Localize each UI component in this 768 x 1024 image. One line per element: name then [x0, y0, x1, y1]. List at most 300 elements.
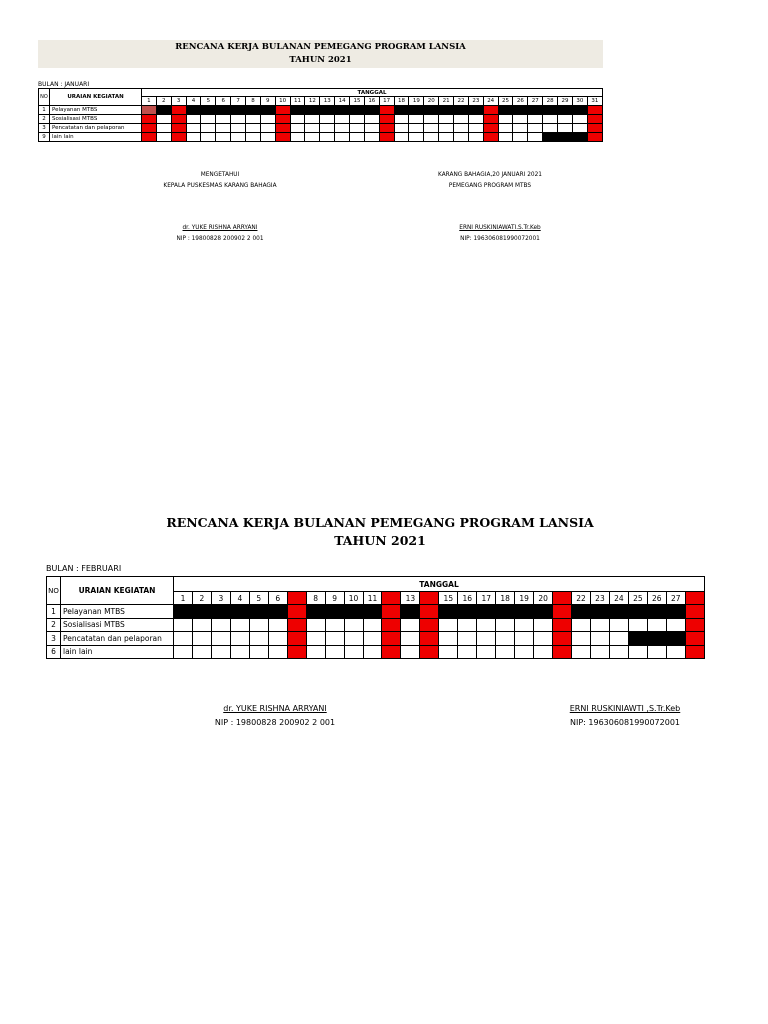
schedule-cell: [379, 115, 394, 124]
schedule-cell: [287, 632, 306, 646]
schedule-cell: [420, 605, 439, 619]
schedule-cell: [394, 124, 409, 133]
schedule-cell: [305, 133, 320, 142]
schedule-cell: [628, 618, 647, 632]
schedule-cell: [306, 605, 325, 619]
schedule-cell: [468, 115, 483, 124]
day-header-6: 6: [216, 97, 231, 106]
schedule-cell: [572, 618, 591, 632]
row-no: 2: [47, 618, 61, 632]
schedule-cell: [350, 133, 365, 142]
schedule-cell: [201, 133, 216, 142]
schedule-cell: [290, 133, 305, 142]
schedule-cell: [382, 605, 401, 619]
schedule-cell: [528, 133, 543, 142]
schedule-cell: [468, 106, 483, 115]
january-sign-right-line1: KARANG BAHAGIA,20 JANUARI 2021: [438, 172, 542, 178]
day-header-9: 9: [260, 97, 275, 106]
schedule-cell: [534, 632, 553, 646]
row-activity: Sosialisasi MTBS: [50, 115, 142, 124]
schedule-cell: [572, 133, 587, 142]
schedule-cell: [628, 605, 647, 619]
table-row: [39, 115, 603, 124]
day-header-14: 14: [420, 592, 439, 605]
schedule-cell: [458, 632, 477, 646]
schedule-cell: [458, 605, 477, 619]
schedule-cell: [171, 115, 186, 124]
schedule-cell: [211, 645, 230, 659]
row-activity: Pelayanan MTBS: [61, 605, 174, 619]
schedule-cell: [553, 605, 572, 619]
row-no: 3: [47, 632, 61, 646]
schedule-cell: [558, 133, 573, 142]
schedule-cell: [156, 106, 171, 115]
schedule-cell: [454, 133, 469, 142]
schedule-cell: [350, 106, 365, 115]
schedule-cell: [192, 645, 211, 659]
schedule-cell: [572, 645, 591, 659]
schedule-cell: [275, 115, 290, 124]
schedule-cell: [171, 124, 186, 133]
schedule-cell: [275, 124, 290, 133]
schedule-cell: [647, 632, 666, 646]
day-header-25: 25: [628, 592, 647, 605]
schedule-cell: [379, 133, 394, 142]
schedule-cell: [401, 632, 420, 646]
schedule-cell: [454, 124, 469, 133]
schedule-cell: [543, 124, 558, 133]
schedule-cell: [685, 605, 704, 619]
schedule-cell: [628, 632, 647, 646]
schedule-cell: [587, 115, 602, 124]
schedule-cell: [553, 618, 572, 632]
schedule-cell: [394, 106, 409, 115]
row-no: 1: [39, 106, 50, 115]
schedule-cell: [306, 645, 325, 659]
day-header-18: 18: [496, 592, 515, 605]
schedule-cell: [290, 106, 305, 115]
schedule-cell: [216, 106, 231, 115]
day-header-22: 22: [454, 97, 469, 106]
schedule-cell: [685, 632, 704, 646]
february-sign-right-block: [520, 702, 730, 730]
schedule-cell: [249, 645, 268, 659]
schedule-cell: [249, 618, 268, 632]
row-no: 9: [39, 133, 50, 142]
schedule-cell: [230, 605, 249, 619]
schedule-cell: [379, 124, 394, 133]
row-activity: lain lain: [50, 133, 142, 142]
schedule-cell: [587, 133, 602, 142]
schedule-cell: [320, 106, 335, 115]
table-row: [39, 124, 603, 133]
day-header-23: 23: [590, 592, 609, 605]
schedule-cell: [590, 645, 609, 659]
schedule-cell: [216, 115, 231, 124]
day-header-28: 28: [685, 592, 704, 605]
schedule-cell: [420, 618, 439, 632]
january-title-band: [38, 40, 603, 68]
schedule-cell: [344, 618, 363, 632]
schedule-cell: [498, 124, 513, 133]
schedule-cell: [268, 645, 287, 659]
schedule-cell: [211, 632, 230, 646]
schedule-cell: [201, 115, 216, 124]
day-header-13: 13: [401, 592, 420, 605]
schedule-cell: [325, 645, 344, 659]
day-header-18: 18: [394, 97, 409, 106]
schedule-cell: [609, 618, 628, 632]
schedule-cell: [685, 645, 704, 659]
january-sign-right-title: [390, 170, 590, 192]
day-header-26: 26: [513, 97, 528, 106]
schedule-cell: [174, 618, 193, 632]
schedule-cell: [587, 124, 602, 133]
schedule-cell: [558, 106, 573, 115]
january-sign-right-nip: NIP: 196306081990072001: [460, 236, 540, 242]
february-sign-right-nip: NIP: 196306081990072001: [569, 718, 681, 727]
day-header-17: 17: [379, 97, 394, 106]
schedule-cell: [230, 645, 249, 659]
schedule-cell: [483, 106, 498, 115]
schedule-cell: [156, 115, 171, 124]
schedule-cell: [186, 124, 201, 133]
schedule-cell: [142, 106, 157, 115]
schedule-cell: [515, 632, 534, 646]
day-header-1: 1: [174, 592, 193, 605]
schedule-cell: [260, 124, 275, 133]
day-header-6: 6: [268, 592, 287, 605]
schedule-cell: [483, 124, 498, 133]
row-no: 2: [39, 115, 50, 124]
schedule-cell: [513, 124, 528, 133]
day-header-4: 4: [230, 592, 249, 605]
january-sign-left-block: [120, 223, 320, 245]
january-sign-left-nip: NIP : 19800828 200902 2 001: [176, 236, 264, 242]
schedule-cell: [394, 115, 409, 124]
schedule-cell: [171, 106, 186, 115]
schedule-cell: [609, 645, 628, 659]
schedule-cell: [249, 605, 268, 619]
day-header-9: 9: [325, 592, 344, 605]
january-sign-left-title: [120, 170, 320, 192]
day-header-10: 10: [344, 592, 363, 605]
schedule-cell: [260, 106, 275, 115]
row-activity: Pencatatan dan pelaporan: [61, 632, 174, 646]
schedule-cell: [409, 133, 424, 142]
day-header-24: 24: [609, 592, 628, 605]
row-activity: Pencatatan dan pelaporan: [50, 124, 142, 133]
row-activity: Pelayanan MTBS: [50, 106, 142, 115]
day-header-8: 8: [246, 97, 261, 106]
schedule-cell: [192, 618, 211, 632]
day-header-27: 27: [528, 97, 543, 106]
schedule-cell: [275, 106, 290, 115]
schedule-cell: [424, 106, 439, 115]
schedule-cell: [498, 115, 513, 124]
schedule-cell: [275, 133, 290, 142]
schedule-cell: [325, 605, 344, 619]
schedule-cell: [211, 618, 230, 632]
schedule-cell: [363, 618, 382, 632]
row-activity: lain lain: [61, 645, 174, 659]
schedule-cell: [364, 124, 379, 133]
schedule-cell: [320, 115, 335, 124]
schedule-cell: [515, 605, 534, 619]
schedule-cell: [394, 133, 409, 142]
day-header-20: 20: [424, 97, 439, 106]
schedule-cell: [498, 133, 513, 142]
day-header-19: 19: [515, 592, 534, 605]
february-year: TAHUN 2021: [334, 533, 426, 548]
schedule-cell: [306, 632, 325, 646]
day-header-23: 23: [468, 97, 483, 106]
schedule-cell: [553, 645, 572, 659]
schedule-cell: [496, 618, 515, 632]
schedule-cell: [382, 632, 401, 646]
schedule-cell: [249, 632, 268, 646]
schedule-cell: [216, 124, 231, 133]
schedule-cell: [666, 632, 685, 646]
schedule-cell: [305, 115, 320, 124]
header-tanggal: TANGGAL: [142, 89, 603, 97]
schedule-cell: [305, 124, 320, 133]
schedule-cell: [201, 106, 216, 115]
schedule-cell: [246, 124, 261, 133]
schedule-cell: [439, 632, 458, 646]
schedule-cell: [230, 632, 249, 646]
schedule-cell: [572, 106, 587, 115]
day-header-11: 11: [290, 97, 305, 106]
schedule-cell: [186, 115, 201, 124]
day-header-4: 4: [186, 97, 201, 106]
day-header-27: 27: [666, 592, 685, 605]
schedule-cell: [344, 605, 363, 619]
schedule-cell: [477, 645, 496, 659]
day-header-31: 31: [587, 97, 602, 106]
january-sign-right-name: ERNI RUSKINIAWATI.S.Tr.Keb: [459, 225, 541, 231]
schedule-cell: [287, 645, 306, 659]
schedule-cell: [174, 605, 193, 619]
schedule-cell: [287, 605, 306, 619]
day-header-10: 10: [275, 97, 290, 106]
schedule-cell: [171, 133, 186, 142]
day-header-5: 5: [249, 592, 268, 605]
schedule-cell: [364, 133, 379, 142]
schedule-cell: [534, 605, 553, 619]
day-header-22: 22: [572, 592, 591, 605]
row-no: 6: [47, 645, 61, 659]
schedule-cell: [186, 106, 201, 115]
day-header-16: 16: [458, 592, 477, 605]
schedule-cell: [268, 605, 287, 619]
schedule-cell: [142, 124, 157, 133]
schedule-cell: [454, 115, 469, 124]
schedule-cell: [363, 632, 382, 646]
day-header-5: 5: [201, 97, 216, 106]
header-no: NO: [39, 89, 50, 106]
schedule-cell: [186, 133, 201, 142]
schedule-cell: [439, 115, 454, 124]
schedule-cell: [498, 106, 513, 115]
schedule-cell: [350, 124, 365, 133]
day-header-26: 26: [647, 592, 666, 605]
schedule-cell: [363, 605, 382, 619]
schedule-cell: [363, 645, 382, 659]
schedule-cell: [477, 632, 496, 646]
schedule-cell: [534, 618, 553, 632]
table-row: [39, 106, 603, 115]
day-header-14: 14: [335, 97, 350, 106]
table-row: [47, 605, 705, 619]
schedule-cell: [666, 645, 685, 659]
table-row: [47, 632, 705, 646]
table-row: [47, 618, 705, 632]
schedule-cell: [246, 133, 261, 142]
schedule-cell: [424, 115, 439, 124]
day-header-3: 3: [171, 97, 186, 106]
schedule-cell: [558, 115, 573, 124]
schedule-cell: [647, 605, 666, 619]
schedule-cell: [174, 632, 193, 646]
schedule-cell: [513, 106, 528, 115]
schedule-cell: [483, 133, 498, 142]
schedule-cell: [458, 645, 477, 659]
schedule-cell: [156, 124, 171, 133]
schedule-cell: [335, 115, 350, 124]
schedule-cell: [496, 605, 515, 619]
schedule-cell: [401, 618, 420, 632]
schedule-cell: [553, 632, 572, 646]
schedule-cell: [483, 115, 498, 124]
day-header-2: 2: [156, 97, 171, 106]
day-header-29: 29: [558, 97, 573, 106]
schedule-cell: [609, 632, 628, 646]
day-header-30: 30: [572, 97, 587, 106]
schedule-cell: [439, 106, 454, 115]
schedule-cell: [458, 618, 477, 632]
schedule-cell: [344, 645, 363, 659]
schedule-cell: [513, 115, 528, 124]
day-header-7: 7: [287, 592, 306, 605]
schedule-cell: [382, 645, 401, 659]
january-sign-right-block: [400, 223, 600, 245]
schedule-cell: [379, 106, 394, 115]
schedule-cell: [350, 115, 365, 124]
schedule-cell: [231, 106, 246, 115]
schedule-cell: [320, 124, 335, 133]
day-header-19: 19: [409, 97, 424, 106]
schedule-cell: [335, 124, 350, 133]
schedule-cell: [268, 632, 287, 646]
january-sign-left-line1: MENGETAHUI: [200, 172, 240, 178]
schedule-cell: [230, 618, 249, 632]
schedule-cell: [401, 645, 420, 659]
schedule-cell: [590, 618, 609, 632]
schedule-cell: [685, 618, 704, 632]
day-header-7: 7: [231, 97, 246, 106]
day-header-16: 16: [364, 97, 379, 106]
schedule-cell: [320, 133, 335, 142]
table-row: [39, 133, 603, 142]
day-header-12: 12: [305, 97, 320, 106]
schedule-cell: [290, 115, 305, 124]
february-sign-left-nip: NIP : 19800828 200902 2 001: [214, 718, 336, 727]
schedule-cell: [572, 632, 591, 646]
schedule-cell: [666, 618, 685, 632]
schedule-cell: [454, 106, 469, 115]
schedule-cell: [468, 124, 483, 133]
schedule-cell: [174, 645, 193, 659]
day-header-15: 15: [350, 97, 365, 106]
february-sign-left-name: dr. YUKE RISHNA ARRYANI: [223, 704, 327, 713]
day-header-2: 2: [192, 592, 211, 605]
schedule-cell: [628, 645, 647, 659]
header-activity: URAIAN KEGIATAN: [61, 577, 174, 605]
schedule-cell: [306, 618, 325, 632]
schedule-cell: [590, 632, 609, 646]
february-schedule-table: [46, 576, 705, 659]
schedule-cell: [246, 115, 261, 124]
header-tanggal: TANGGAL: [174, 577, 705, 592]
day-header-28: 28: [543, 97, 558, 106]
schedule-cell: [572, 605, 591, 619]
schedule-cell: [439, 124, 454, 133]
schedule-cell: [439, 133, 454, 142]
row-no: 1: [47, 605, 61, 619]
schedule-cell: [515, 645, 534, 659]
february-title: RENCANA KERJA BULANAN PEMEGANG PROGRAM LANSIA: [166, 515, 594, 530]
schedule-cell: [192, 605, 211, 619]
row-activity: Sosialisasi MTBS: [61, 618, 174, 632]
schedule-cell: [477, 618, 496, 632]
day-header-13: 13: [320, 97, 335, 106]
january-year: TAHUN 2021: [289, 55, 352, 65]
schedule-cell: [246, 106, 261, 115]
schedule-cell: [409, 115, 424, 124]
schedule-cell: [534, 645, 553, 659]
schedule-cell: [496, 645, 515, 659]
schedule-cell: [528, 106, 543, 115]
january-sign-left-line2: KEPALA PUSKESMAS KARANG BAHAGIA: [163, 183, 277, 189]
schedule-cell: [260, 133, 275, 142]
schedule-cell: [477, 605, 496, 619]
schedule-cell: [468, 133, 483, 142]
schedule-cell: [609, 605, 628, 619]
schedule-cell: [439, 618, 458, 632]
schedule-cell: [325, 618, 344, 632]
january-title: RENCANA KERJA BULANAN PEMEGANG PROGRAM LANSIA: [175, 42, 466, 52]
schedule-cell: [439, 645, 458, 659]
schedule-cell: [528, 115, 543, 124]
day-header-25: 25: [498, 97, 513, 106]
schedule-cell: [364, 106, 379, 115]
schedule-cell: [513, 133, 528, 142]
day-header-24: 24: [483, 97, 498, 106]
day-header-21: 21: [439, 97, 454, 106]
header-no: NO: [47, 577, 61, 605]
schedule-cell: [515, 618, 534, 632]
schedule-cell: [543, 133, 558, 142]
schedule-cell: [543, 106, 558, 115]
schedule-cell: [192, 632, 211, 646]
schedule-cell: [142, 133, 157, 142]
schedule-cell: [231, 133, 246, 142]
schedule-cell: [211, 605, 230, 619]
schedule-cell: [290, 124, 305, 133]
schedule-cell: [201, 124, 216, 133]
schedule-cell: [364, 115, 379, 124]
